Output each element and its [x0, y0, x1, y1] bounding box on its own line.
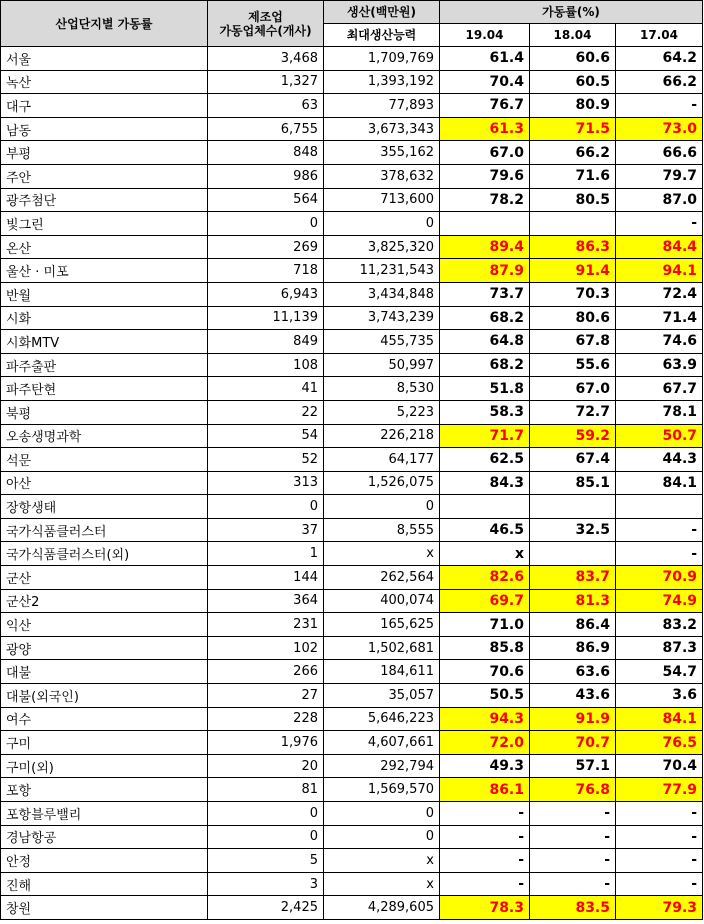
capacity-cell: x: [324, 872, 440, 896]
rate-1704-cell: 87.3: [616, 636, 703, 660]
rate-1704-cell: 94.1: [616, 259, 703, 283]
rate-1804-cell: 67.8: [530, 330, 616, 354]
table-row: [1, 802, 703, 826]
capacity-cell: 226,218: [324, 424, 440, 448]
rate-1904-cell: 69.7: [440, 589, 530, 613]
row-name-cell: 반월: [1, 282, 208, 306]
rate-1704-cell: 50.7: [616, 424, 703, 448]
firms-cell: 0: [208, 212, 324, 236]
capacity-cell: 0: [324, 495, 440, 519]
row-name-cell: 파주출판: [1, 353, 208, 377]
rate-1804-cell: -: [530, 802, 616, 826]
row-name-cell: 시화MTV: [1, 330, 208, 354]
firms-cell: 364: [208, 589, 324, 613]
rate-1904-cell: 62.5: [440, 448, 530, 472]
rate-1904-cell: 58.3: [440, 400, 530, 424]
capacity-cell: 4,607,661: [324, 731, 440, 755]
rate-1704-cell: -: [616, 802, 703, 826]
rate-1804-cell: 67.0: [530, 377, 616, 401]
rate-1904-cell: 72.0: [440, 731, 530, 755]
rate-1704-cell: 74.6: [616, 330, 703, 354]
table-row: [1, 94, 703, 118]
rate-1904-cell: [440, 212, 530, 236]
table-row: [1, 896, 703, 920]
capacity-cell: 262,564: [324, 566, 440, 590]
rate-1904-cell: 87.9: [440, 259, 530, 283]
capacity-cell: 3,673,343: [324, 117, 440, 141]
row-name-cell: 포항블루밸리: [1, 802, 208, 826]
table-row: [1, 471, 703, 495]
firms-cell: 718: [208, 259, 324, 283]
rate-1804-cell: 86.9: [530, 636, 616, 660]
rate-1904-cell: 76.7: [440, 94, 530, 118]
rate-1704-cell: -: [616, 212, 703, 236]
rate-1804-cell: 59.2: [530, 424, 616, 448]
rate-1904-cell: -: [440, 849, 530, 873]
rate-1804-cell: 67.4: [530, 448, 616, 472]
rate-1804-cell: 60.6: [530, 47, 616, 71]
rate-1704-cell: 83.2: [616, 613, 703, 637]
rate-1704-cell: [616, 495, 703, 519]
row-name-cell: 진해: [1, 872, 208, 896]
table-row: [1, 47, 703, 71]
rate-1704-cell: 73.0: [616, 117, 703, 141]
capacity-cell: 0: [324, 825, 440, 849]
rate-1904-cell: 51.8: [440, 377, 530, 401]
row-name-cell: 빛그린: [1, 212, 208, 236]
rate-1904-cell: 64.8: [440, 330, 530, 354]
table-row: [1, 235, 703, 259]
rate-1704-cell: 87.0: [616, 188, 703, 212]
firms-cell: 269: [208, 235, 324, 259]
firms-cell: 20: [208, 754, 324, 778]
firms-cell: 849: [208, 330, 324, 354]
row-name-cell: 주안: [1, 164, 208, 188]
rate-1804-cell: 86.4: [530, 613, 616, 637]
row-name-cell: 대구: [1, 94, 208, 118]
capacity-cell: 77,893: [324, 94, 440, 118]
rate-1904-cell: 71.0: [440, 613, 530, 637]
rate-1804-cell: 55.6: [530, 353, 616, 377]
rate-1704-cell: 44.3: [616, 448, 703, 472]
capacity-cell: 355,162: [324, 141, 440, 165]
rate-1704-cell: -: [616, 542, 703, 566]
firms-cell: 848: [208, 141, 324, 165]
table-row: [1, 259, 703, 283]
row-name-cell: 아산: [1, 471, 208, 495]
row-name-cell: 부평: [1, 141, 208, 165]
rate-1804-cell: [530, 495, 616, 519]
firms-cell: 266: [208, 660, 324, 684]
rate-1904-cell: 49.3: [440, 754, 530, 778]
firms-cell: 81: [208, 778, 324, 802]
rate-1704-cell: -: [616, 825, 703, 849]
rate-1704-cell: 76.5: [616, 731, 703, 755]
rate-1904-cell: 71.7: [440, 424, 530, 448]
rate-1804-cell: [530, 212, 616, 236]
rate-1704-cell: -: [616, 518, 703, 542]
capacity-cell: 4,289,605: [324, 896, 440, 920]
table-row: [1, 117, 703, 141]
row-name-cell: 장항생태: [1, 495, 208, 519]
rate-1804-cell: 80.9: [530, 94, 616, 118]
capacity-cell: 5,646,223: [324, 707, 440, 731]
rate-1904-cell: 70.6: [440, 660, 530, 684]
capacity-cell: 8,555: [324, 518, 440, 542]
rate-1804-cell: 83.5: [530, 896, 616, 920]
firms-cell: 108: [208, 353, 324, 377]
table-row: [1, 212, 703, 236]
rate-1904-cell: 94.3: [440, 707, 530, 731]
row-name-cell: 서울: [1, 47, 208, 71]
capacity-cell: 1,502,681: [324, 636, 440, 660]
capacity-cell: 713,600: [324, 188, 440, 212]
header-1804: 18.04: [530, 24, 616, 47]
rate-1904-cell: 85.8: [440, 636, 530, 660]
rate-1804-cell: -: [530, 872, 616, 896]
table-row: [1, 731, 703, 755]
rate-1704-cell: 72.4: [616, 282, 703, 306]
rate-1904-cell: 78.3: [440, 896, 530, 920]
row-name-cell: 오송생명과학: [1, 424, 208, 448]
table-row: [1, 306, 703, 330]
table-row: [1, 589, 703, 613]
firms-cell: 11,139: [208, 306, 324, 330]
rate-1704-cell: 66.6: [616, 141, 703, 165]
rate-1704-cell: 71.4: [616, 306, 703, 330]
table-row: [1, 70, 703, 94]
rate-1704-cell: 84.4: [616, 235, 703, 259]
table-row: [1, 518, 703, 542]
row-name-cell: 대불(외국인): [1, 684, 208, 708]
row-name-cell: 북평: [1, 400, 208, 424]
capacity-cell: 64,177: [324, 448, 440, 472]
header-rate: 가동률(%): [440, 1, 703, 24]
rate-1804-cell: 72.7: [530, 400, 616, 424]
table-row: [1, 613, 703, 637]
capacity-cell: 11,231,543: [324, 259, 440, 283]
header-capacity: 최대생산능력: [324, 24, 440, 47]
rate-1904-cell: 61.4: [440, 47, 530, 71]
rate-1804-cell: 32.5: [530, 518, 616, 542]
capacity-cell: 1,393,192: [324, 70, 440, 94]
table-row: [1, 778, 703, 802]
rate-1904-cell: 67.0: [440, 141, 530, 165]
row-name-cell: 창원: [1, 896, 208, 920]
table-row: [1, 141, 703, 165]
rate-1704-cell: 84.1: [616, 471, 703, 495]
header-1904: 19.04: [440, 24, 530, 47]
rate-1804-cell: 83.7: [530, 566, 616, 590]
row-name-cell: 여수: [1, 707, 208, 731]
rate-1704-cell: 66.2: [616, 70, 703, 94]
table-body: [1, 47, 703, 920]
firms-cell: 22: [208, 400, 324, 424]
firms-cell: 144: [208, 566, 324, 590]
table-row: [1, 282, 703, 306]
row-name-cell: 국가식품클러스터(외): [1, 542, 208, 566]
table-row: [1, 754, 703, 778]
table-row: [1, 448, 703, 472]
rate-1904-cell: x: [440, 542, 530, 566]
rate-1804-cell: -: [530, 849, 616, 873]
firms-cell: 1,976: [208, 731, 324, 755]
rate-1804-cell: 80.6: [530, 306, 616, 330]
header-production: 생산(백만원): [324, 1, 440, 24]
row-name-cell: 울산 · 미포: [1, 259, 208, 283]
header-1704: 17.04: [616, 24, 703, 47]
rate-1704-cell: 67.7: [616, 377, 703, 401]
capacity-cell: 1,709,769: [324, 47, 440, 71]
rate-1804-cell: 57.1: [530, 754, 616, 778]
rate-1804-cell: 71.5: [530, 117, 616, 141]
table-row: [1, 495, 703, 519]
capacity-cell: 0: [324, 212, 440, 236]
rate-1704-cell: 54.7: [616, 660, 703, 684]
capacity-cell: 292,794: [324, 754, 440, 778]
rate-1704-cell: -: [616, 872, 703, 896]
rate-1804-cell: [530, 542, 616, 566]
firms-cell: 228: [208, 707, 324, 731]
rate-1804-cell: 86.3: [530, 235, 616, 259]
capacity-cell: 184,611: [324, 660, 440, 684]
table-row: [1, 330, 703, 354]
row-name-cell: 군산2: [1, 589, 208, 613]
capacity-cell: 3,743,239: [324, 306, 440, 330]
row-name-cell: 광주첨단: [1, 188, 208, 212]
capacity-cell: 0: [324, 802, 440, 826]
firms-cell: 0: [208, 825, 324, 849]
firms-cell: 3,468: [208, 47, 324, 71]
row-name-cell: 대불: [1, 660, 208, 684]
rate-1804-cell: 43.6: [530, 684, 616, 708]
rate-1704-cell: -: [616, 849, 703, 873]
rate-1804-cell: 80.5: [530, 188, 616, 212]
header-firms-line2: 가동업체수(개사): [219, 23, 312, 38]
firms-cell: 6,755: [208, 117, 324, 141]
capacity-cell: 5,223: [324, 400, 440, 424]
firms-cell: 6,943: [208, 282, 324, 306]
rate-1804-cell: -: [530, 825, 616, 849]
table-row: [1, 684, 703, 708]
capacity-cell: 400,074: [324, 589, 440, 613]
table-row: [1, 188, 703, 212]
capacity-cell: 35,057: [324, 684, 440, 708]
rate-1704-cell: 77.9: [616, 778, 703, 802]
rate-1704-cell: 78.1: [616, 400, 703, 424]
capacity-cell: 3,434,848: [324, 282, 440, 306]
header-name: 산업단지별 가동률: [1, 1, 208, 47]
table-row: [1, 872, 703, 896]
table-row: [1, 566, 703, 590]
firms-cell: 63: [208, 94, 324, 118]
table-row: [1, 707, 703, 731]
capacity-cell: 50,997: [324, 353, 440, 377]
capacity-cell: 165,625: [324, 613, 440, 637]
rate-1904-cell: -: [440, 825, 530, 849]
row-name-cell: 경남항공: [1, 825, 208, 849]
rate-1804-cell: 91.4: [530, 259, 616, 283]
firms-cell: 564: [208, 188, 324, 212]
firms-cell: 231: [208, 613, 324, 637]
rate-1904-cell: 78.2: [440, 188, 530, 212]
row-name-cell: 국가식품클러스터: [1, 518, 208, 542]
firms-cell: 37: [208, 518, 324, 542]
rate-1704-cell: 64.2: [616, 47, 703, 71]
rate-1904-cell: -: [440, 802, 530, 826]
firms-cell: 0: [208, 802, 324, 826]
firms-cell: 313: [208, 471, 324, 495]
table-row: [1, 164, 703, 188]
firms-cell: 1,327: [208, 70, 324, 94]
capacity-cell: x: [324, 849, 440, 873]
capacity-cell: 1,526,075: [324, 471, 440, 495]
row-name-cell: 파주탄현: [1, 377, 208, 401]
table-row: [1, 660, 703, 684]
table-row: [1, 825, 703, 849]
table-row: [1, 424, 703, 448]
rate-1704-cell: 79.7: [616, 164, 703, 188]
rate-1804-cell: 70.3: [530, 282, 616, 306]
row-name-cell: 온산: [1, 235, 208, 259]
rate-1904-cell: 46.5: [440, 518, 530, 542]
rate-1904-cell: 61.3: [440, 117, 530, 141]
rate-1904-cell: -: [440, 872, 530, 896]
row-name-cell: 안정: [1, 849, 208, 873]
rate-1904-cell: 68.2: [440, 353, 530, 377]
firms-cell: 2,425: [208, 896, 324, 920]
rate-1904-cell: 73.7: [440, 282, 530, 306]
capacity-cell: 8,530: [324, 377, 440, 401]
capacity-cell: 3,825,320: [324, 235, 440, 259]
header-firms: [208, 1, 324, 47]
rate-1704-cell: 79.3: [616, 896, 703, 920]
row-name-cell: 구미(외): [1, 754, 208, 778]
rate-1904-cell: [440, 495, 530, 519]
firms-cell: 3: [208, 872, 324, 896]
table-row: [1, 636, 703, 660]
firms-cell: 54: [208, 424, 324, 448]
firms-cell: 5: [208, 849, 324, 873]
firms-cell: 52: [208, 448, 324, 472]
rate-1804-cell: 63.6: [530, 660, 616, 684]
capacity-cell: x: [324, 542, 440, 566]
rate-1904-cell: 86.1: [440, 778, 530, 802]
table-row: [1, 400, 703, 424]
rate-1904-cell: 79.6: [440, 164, 530, 188]
rate-1704-cell: 3.6: [616, 684, 703, 708]
rate-1704-cell: 70.4: [616, 754, 703, 778]
firms-cell: 986: [208, 164, 324, 188]
firms-cell: 0: [208, 495, 324, 519]
rate-1804-cell: 71.6: [530, 164, 616, 188]
row-name-cell: 남동: [1, 117, 208, 141]
rate-1704-cell: 63.9: [616, 353, 703, 377]
rate-1804-cell: 85.1: [530, 471, 616, 495]
row-name-cell: 녹산: [1, 70, 208, 94]
row-name-cell: 석문: [1, 448, 208, 472]
row-name-cell: 포항: [1, 778, 208, 802]
rate-1704-cell: -: [616, 94, 703, 118]
firms-cell: 1: [208, 542, 324, 566]
rate-1804-cell: 66.2: [530, 141, 616, 165]
row-name-cell: 군산: [1, 566, 208, 590]
row-name-cell: 광양: [1, 636, 208, 660]
rate-1904-cell: 50.5: [440, 684, 530, 708]
rate-1904-cell: 70.4: [440, 70, 530, 94]
rate-1804-cell: 91.9: [530, 707, 616, 731]
table-row: [1, 377, 703, 401]
header-firms-line1: 제조업: [248, 9, 283, 24]
rate-1804-cell: 76.8: [530, 778, 616, 802]
table-row: [1, 542, 703, 566]
capacity-cell: 378,632: [324, 164, 440, 188]
row-name-cell: 익산: [1, 613, 208, 637]
rate-1904-cell: 68.2: [440, 306, 530, 330]
rate-1704-cell: 70.9: [616, 566, 703, 590]
rate-1904-cell: 82.6: [440, 566, 530, 590]
row-name-cell: 구미: [1, 731, 208, 755]
firms-cell: 41: [208, 377, 324, 401]
row-name-cell: 시화: [1, 306, 208, 330]
rate-1804-cell: 81.3: [530, 589, 616, 613]
rate-1904-cell: 84.3: [440, 471, 530, 495]
table-row: [1, 849, 703, 873]
firms-cell: 102: [208, 636, 324, 660]
rate-1704-cell: 84.1: [616, 707, 703, 731]
rate-1904-cell: 89.4: [440, 235, 530, 259]
table-row: [1, 353, 703, 377]
capacity-cell: 1,569,570: [324, 778, 440, 802]
rate-1804-cell: 70.7: [530, 731, 616, 755]
rate-1804-cell: 60.5: [530, 70, 616, 94]
capacity-cell: 455,735: [324, 330, 440, 354]
firms-cell: 27: [208, 684, 324, 708]
rate-1704-cell: 74.9: [616, 589, 703, 613]
